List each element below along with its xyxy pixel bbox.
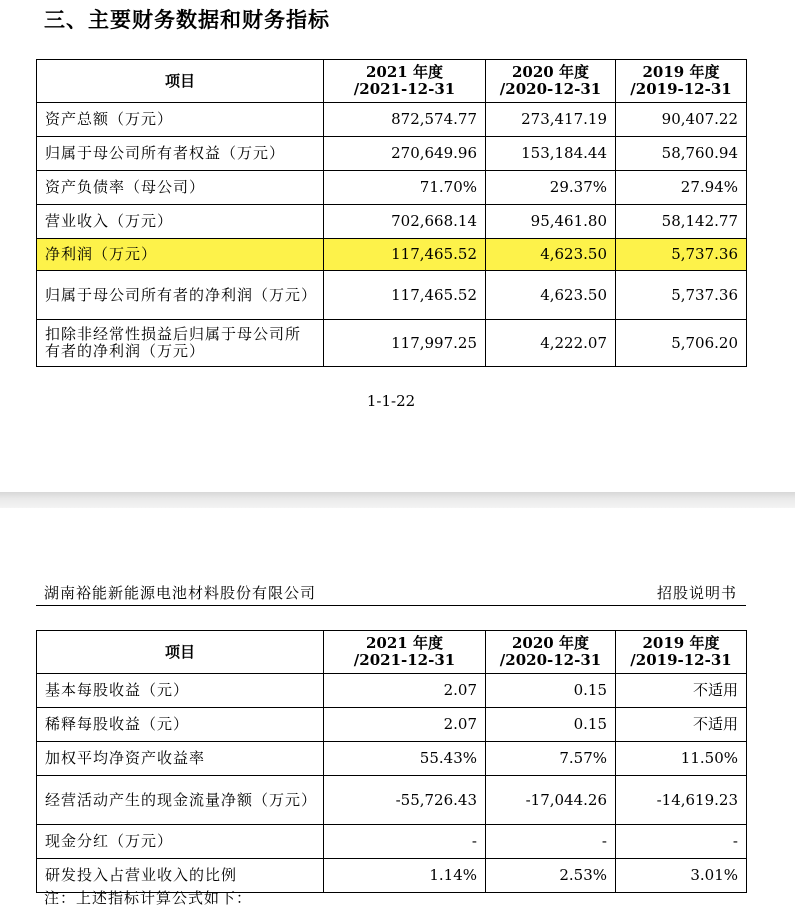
running-header-company: 湖南裕能新能源电池材料股份有限公司 xyxy=(44,584,317,602)
value-2019: 5,737.36 xyxy=(616,239,747,271)
row-label: 经营活动产生的现金流量净额（万元） xyxy=(37,776,324,825)
value-2021: 872,574.77 xyxy=(324,103,486,137)
value-2020: -17,044.26 xyxy=(486,776,616,825)
value-2021: 117,997.25 xyxy=(324,320,486,367)
value-2019: 5,737.36 xyxy=(616,271,747,320)
value-2021: - xyxy=(324,825,486,859)
table-row xyxy=(37,674,747,708)
value-2021: 270,649.96 xyxy=(324,137,486,171)
value-2020: 153,184.44 xyxy=(486,137,616,171)
value-2019: 5,706.20 xyxy=(616,320,747,367)
page-number: 1-1-22 xyxy=(366,392,416,410)
value-2019: 不适用 xyxy=(616,674,747,708)
header-2020: 2020 年度 /2020-12-31 xyxy=(486,60,616,103)
row-label: 净利润（万元） xyxy=(37,239,324,271)
financial-indicator-table xyxy=(36,630,747,893)
financial-data-table xyxy=(36,59,747,367)
header-2021: 2021 年度 /2021-12-31 xyxy=(324,60,486,103)
table-header-row xyxy=(37,631,747,674)
formula-note: 注：上述指标计算公式如下： xyxy=(44,889,253,907)
value-2020: 29.37% xyxy=(486,171,616,205)
page-2 xyxy=(0,508,795,907)
header-item: 项目 xyxy=(37,60,324,103)
value-2021: 71.70% xyxy=(324,171,486,205)
header-2020: 2020 年度 /2020-12-31 xyxy=(486,631,616,674)
table-row xyxy=(37,205,747,239)
value-2019: -14,619.23 xyxy=(616,776,747,825)
value-2019: 27.94% xyxy=(616,171,747,205)
table-row xyxy=(37,742,747,776)
value-2019: 不适用 xyxy=(616,708,747,742)
value-2019: 3.01% xyxy=(616,859,747,893)
value-2021: 1.14% xyxy=(324,859,486,893)
header-2019: 2019 年度 /2019-12-31 xyxy=(616,631,747,674)
value-2021: 117,465.52 xyxy=(324,239,486,271)
value-2020: 4,222.07 xyxy=(486,320,616,367)
row-label: 加权平均净资产收益率 xyxy=(37,742,324,776)
value-2021: 2.07 xyxy=(324,674,486,708)
header-2021: 2021 年度 /2021-12-31 xyxy=(324,631,486,674)
value-2020: 2.53% xyxy=(486,859,616,893)
running-header-doc-type: 招股说明书 xyxy=(656,584,737,602)
table-header-row xyxy=(37,60,747,103)
value-2020: 4,623.50 xyxy=(486,239,616,271)
value-2021: 702,668.14 xyxy=(324,205,486,239)
value-2020: 4,623.50 xyxy=(486,271,616,320)
section-title: 三、主要财务数据和财务指标 xyxy=(44,8,330,32)
value-2021: 55.43% xyxy=(324,742,486,776)
row-label: 研发投入占营业收入的比例 xyxy=(37,859,324,893)
row-label: 归属于母公司所有者的净利润（万元） xyxy=(37,271,324,320)
header-2019: 2019 年度 /2019-12-31 xyxy=(616,60,747,103)
header-item: 项目 xyxy=(37,631,324,674)
page-separator xyxy=(0,492,795,508)
value-2019: 11.50% xyxy=(616,742,747,776)
table-row xyxy=(37,103,747,137)
table-row-highlighted xyxy=(37,239,747,271)
value-2021: 2.07 xyxy=(324,708,486,742)
row-label: 基本每股收益（元） xyxy=(37,674,324,708)
value-2020: - xyxy=(486,825,616,859)
row-label: 归属于母公司所有者权益（万元） xyxy=(37,137,324,171)
row-label: 资产总额（万元） xyxy=(37,103,324,137)
table-row xyxy=(37,171,747,205)
value-2019: - xyxy=(616,825,747,859)
table-row xyxy=(37,137,747,171)
header-rule xyxy=(36,605,746,606)
value-2020: 0.15 xyxy=(486,708,616,742)
value-2019: 90,407.22 xyxy=(616,103,747,137)
row-label: 营业收入（万元） xyxy=(37,205,324,239)
value-2020: 95,461.80 xyxy=(486,205,616,239)
table-row xyxy=(37,825,747,859)
value-2020: 0.15 xyxy=(486,674,616,708)
table-row xyxy=(37,271,747,320)
table-row xyxy=(37,320,747,367)
value-2020: 273,417.19 xyxy=(486,103,616,137)
row-label: 资产负债率（母公司） xyxy=(37,171,324,205)
value-2021: 117,465.52 xyxy=(324,271,486,320)
row-label: 现金分红（万元） xyxy=(37,825,324,859)
value-2019: 58,142.77 xyxy=(616,205,747,239)
table-row xyxy=(37,708,747,742)
row-label: 扣除非经常性损益后归属于母公司所有者的净利润（万元） xyxy=(37,320,324,367)
value-2020: 7.57% xyxy=(486,742,616,776)
value-2021: -55,726.43 xyxy=(324,776,486,825)
value-2019: 58,760.94 xyxy=(616,137,747,171)
row-label: 稀释每股收益（元） xyxy=(37,708,324,742)
table-row xyxy=(37,776,747,825)
